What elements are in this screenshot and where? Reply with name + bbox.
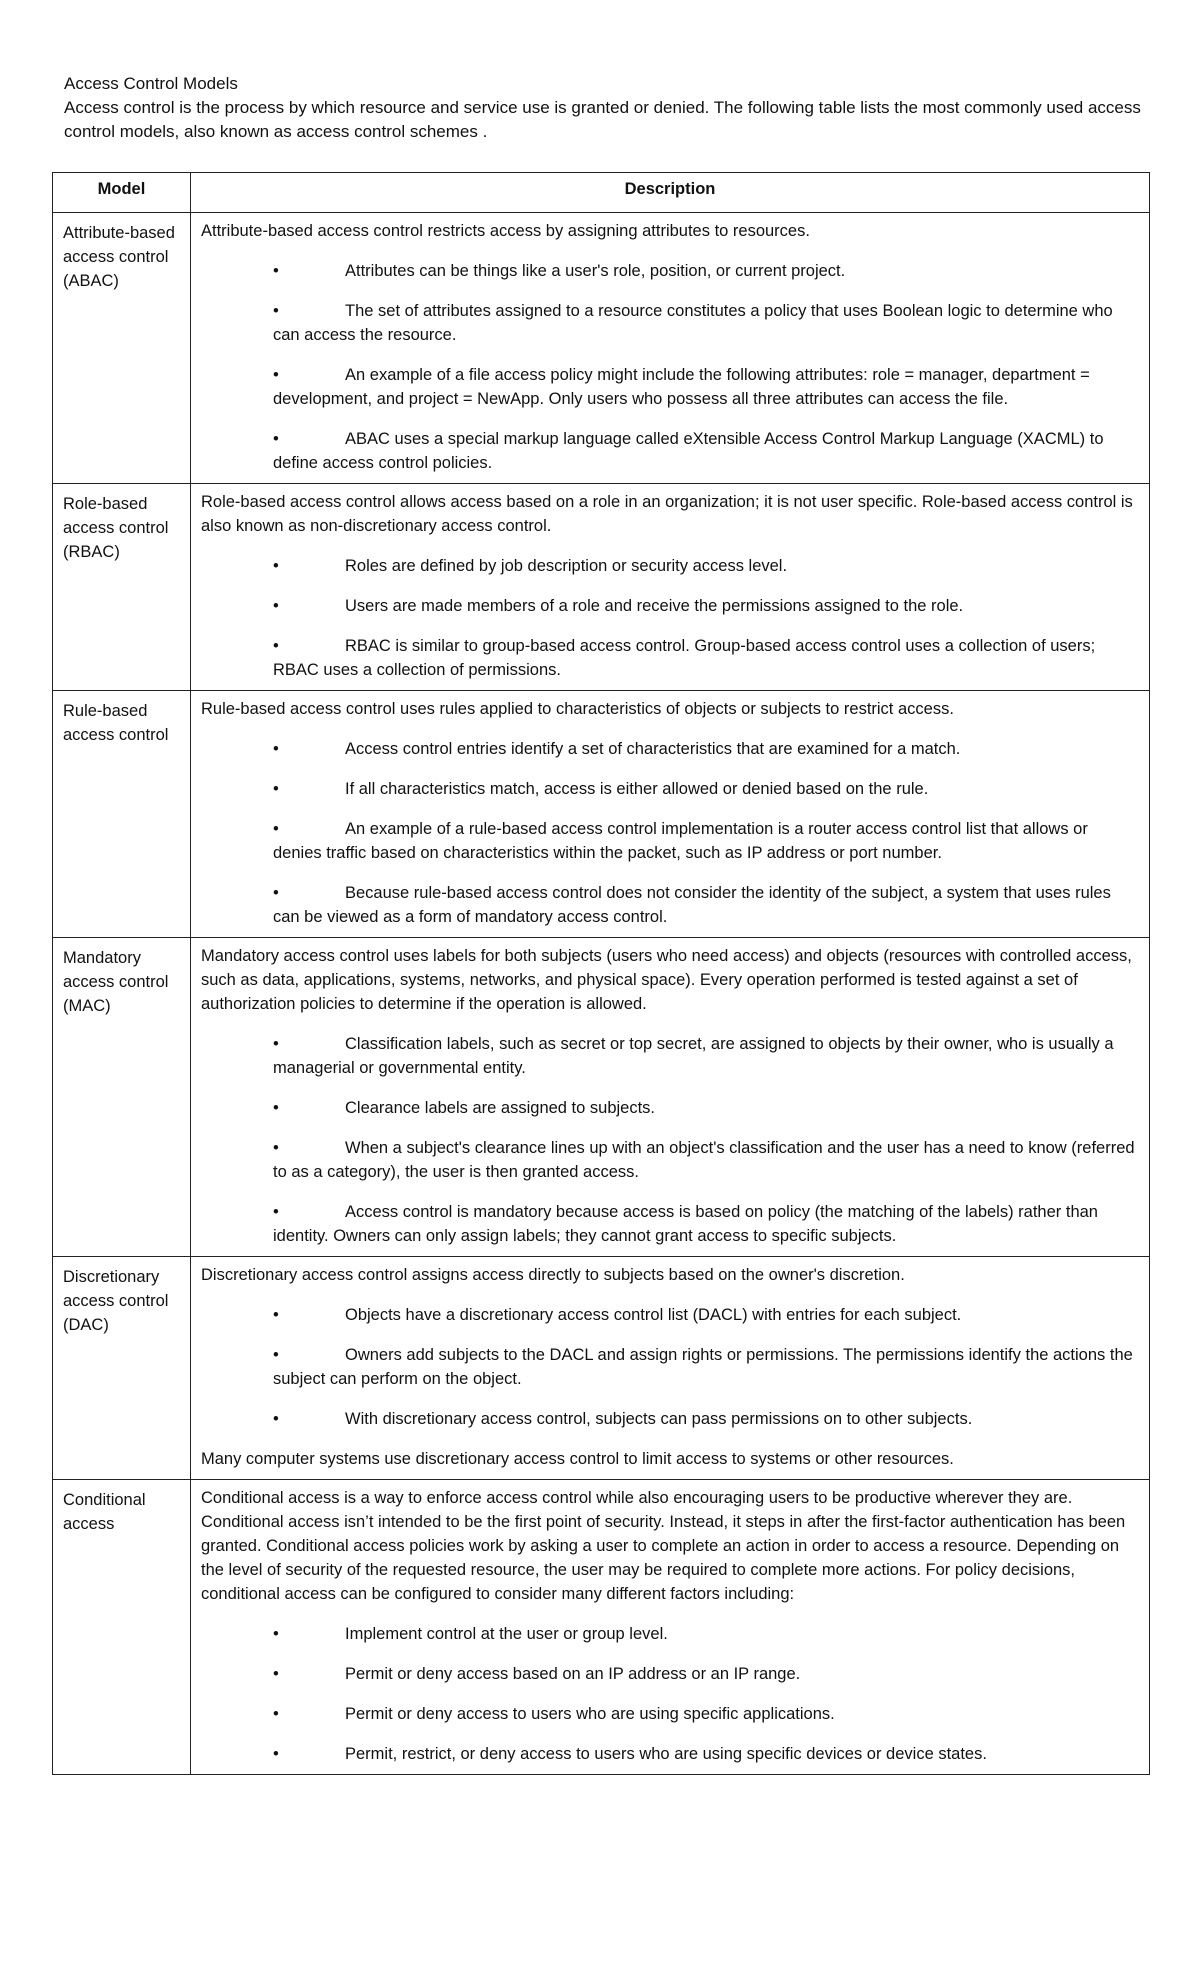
bullet-text: When a subject's clearance lines up with an object's classification and the user has a need to know (referred to as a category), the user is then granted access. [273, 1139, 1135, 1181]
model-name-cell: Rule-based access control [53, 691, 191, 938]
bullet-text: Attributes can be things like a user's role, position, or current project. [345, 262, 846, 280]
table-row [53, 484, 1150, 691]
bullet-item [273, 1096, 1137, 1120]
bullet-text: RBAC is similar to group-based access control. Group-based access control uses a collection of users; RBAC uses a collection of permissions. [273, 637, 1096, 679]
bullet-icon: • [273, 1625, 279, 1643]
bullet-item [273, 881, 1137, 929]
bullet-item [273, 777, 1137, 801]
bullet-item [273, 299, 1137, 347]
bullet-icon: • [273, 302, 279, 320]
description-tail: Many computer systems use discretionary access control to limit access to systems or other resources. [201, 1450, 954, 1468]
bullet-icon: • [273, 1139, 279, 1157]
bullet-item [273, 1742, 1137, 1766]
bullet-text: Roles are defined by job description or security access level. [345, 557, 788, 575]
header-model: Model [53, 173, 191, 213]
bullet-item [273, 1303, 1137, 1327]
bullet-text: The set of attributes assigned to a resource constitutes a policy that uses Boolean logic to determine who can access the resource. [273, 302, 1113, 344]
bullet-icon: • [273, 884, 279, 902]
bullet-text: With discretionary access control, subjects can pass permissions on to other subjects. [345, 1410, 973, 1428]
description-lead: Rule-based access control uses rules applied to characteristics of objects or subjects to restrict access. [201, 700, 954, 718]
bullet-item [273, 817, 1137, 865]
bullet-item [273, 1662, 1137, 1686]
model-description-cell [191, 938, 1150, 1257]
bullet-text: Access control is mandatory because access is based on policy (the matching of the labels) rather than identity. Owners can only assign labels; they cannot grant access to specific subjects. [273, 1203, 1098, 1245]
header-description: Description [191, 173, 1150, 213]
bullet-text: Permit, restrict, or deny access to users who are using specific devices or device states. [345, 1745, 987, 1763]
intro-paragraph: Access control is the process by which resource and service use is granted or denied. The following table lists the most commonly used access control models, also known as access control schemes . [64, 98, 1141, 141]
bullet-item [273, 554, 1137, 578]
bullet-icon: • [273, 740, 279, 758]
description-lead: Role-based access control allows access based on a role in an organization; it is not user specific. Role-based access control is also known as non-discretionary access control. [201, 493, 1133, 535]
description-lead: Attribute-based access control restricts access by assigning attributes to resources. [201, 222, 810, 240]
bullet-text: Owners add subjects to the DACL and assign rights or permissions. The permissions identify the actions the subject can perform on the object. [273, 1346, 1133, 1388]
bullet-icon: • [273, 262, 279, 280]
bullet-icon: • [273, 1745, 279, 1763]
model-name-cell: Conditional access [53, 1480, 191, 1775]
bullet-icon: • [273, 820, 279, 838]
bullet-item [273, 594, 1137, 618]
bullet-icon: • [273, 1306, 279, 1324]
model-description-cell [191, 484, 1150, 691]
bullet-text: Because rule-based access control does not consider the identity of the subject, a system that uses rules can be viewed as a form of mandatory access control. [273, 884, 1111, 926]
bullet-icon: • [273, 1035, 279, 1053]
bullet-text: Users are made members of a role and receive the permissions assigned to the role. [345, 597, 964, 615]
bullet-text: Implement control at the user or group level. [345, 1625, 668, 1643]
bullet-item [273, 737, 1137, 761]
bullet-text: Permit or deny access to users who are using specific applications. [345, 1705, 835, 1723]
bullet-text: Classification labels, such as secret or top secret, are assigned to objects by their owner, who is usually a managerial or governmental entity. [273, 1035, 1114, 1077]
bullet-text: Access control entries identify a set of characteristics that are examined for a match. [345, 740, 961, 758]
description-lead: Conditional access is a way to enforce access control while also encouraging users to be productive wherever they are. Conditional access isn’t intended to be the first point of security. Instead, it steps in after the first-factor authentication has been granted. Conditional access policies work by asking a user to complete an action in order to access a resource. Depending on the level of security of the requested resource, the user may be required to complete more actions. For policy decisions, conditional access can be configured to consider many different factors including: [201, 1489, 1126, 1603]
bullet-icon: • [273, 430, 279, 448]
bullet-icon: • [273, 1665, 279, 1683]
bullet-icon: • [273, 1410, 279, 1428]
bullet-icon: • [273, 1099, 279, 1117]
bullet-icon: • [273, 637, 279, 655]
bullet-text: If all characteristics match, access is either allowed or denied based on the rule. [345, 780, 929, 798]
bullet-text: Objects have a discretionary access control list (DACL) with entries for each subject. [345, 1306, 962, 1324]
bullet-item [273, 1032, 1137, 1080]
bullet-text: Permit or deny access based on an IP address or an IP range. [345, 1665, 801, 1683]
table-row [53, 1257, 1150, 1480]
table-row [53, 938, 1150, 1257]
bullet-item [273, 634, 1137, 682]
bullet-text: ABAC uses a special markup language called eXtensible Access Control Markup Language (XACML) to define access control policies. [273, 430, 1104, 472]
model-description-cell [191, 213, 1150, 484]
model-name-cell: Attribute-based access control (ABAC) [53, 213, 191, 484]
model-name-cell: Role-based access control (RBAC) [53, 484, 191, 691]
access-control-models-table [52, 172, 1150, 1775]
bullet-text: An example of a rule-based access control implementation is a router access control list that allows or denies traffic based on characteristics within the packet, such as IP address or port number. [273, 820, 1088, 862]
model-description-cell [191, 1480, 1150, 1775]
bullet-item [273, 427, 1137, 475]
bullet-item [273, 363, 1137, 411]
bullet-item [273, 1622, 1137, 1646]
bullet-icon: • [273, 366, 279, 384]
description-lead: Mandatory access control uses labels for both subjects (users who need access) and objects (resources with controlled access, such as data, applications, systems, networks, and physical space). Every operation performed is tested against a set of authorization policies to determine if the operation is allowed. [201, 947, 1132, 1013]
table-row [53, 1480, 1150, 1775]
table-row [53, 691, 1150, 938]
model-name-cell: Mandatory access control (MAC) [53, 938, 191, 1257]
bullet-icon: • [273, 1203, 279, 1221]
bullet-icon: • [273, 557, 279, 575]
model-description-cell [191, 691, 1150, 938]
bullet-icon: • [273, 597, 279, 615]
model-description-cell [191, 1257, 1150, 1480]
document-title: Access Control Models [64, 74, 238, 93]
bullet-item [273, 1343, 1137, 1391]
bullet-icon: • [273, 1705, 279, 1723]
bullet-text: Clearance labels are assigned to subjects. [345, 1099, 656, 1117]
bullet-icon: • [273, 780, 279, 798]
bullet-item [273, 1407, 1137, 1431]
bullet-item [273, 1200, 1137, 1248]
bullet-icon: • [273, 1346, 279, 1364]
intro-block [64, 72, 1164, 144]
description-lead: Discretionary access control assigns access directly to subjects based on the owner's discretion. [201, 1266, 905, 1284]
model-name-cell: Discretionary access control (DAC) [53, 1257, 191, 1480]
bullet-item [273, 1136, 1137, 1184]
table-row [53, 213, 1150, 484]
table-header-row [53, 173, 1150, 213]
bullet-item [273, 259, 1137, 283]
bullet-text: An example of a file access policy might include the following attributes: role = manager, department = development, and project = NewApp. Only users who possess all three attributes can access the file. [273, 366, 1090, 408]
bullet-item [273, 1702, 1137, 1726]
